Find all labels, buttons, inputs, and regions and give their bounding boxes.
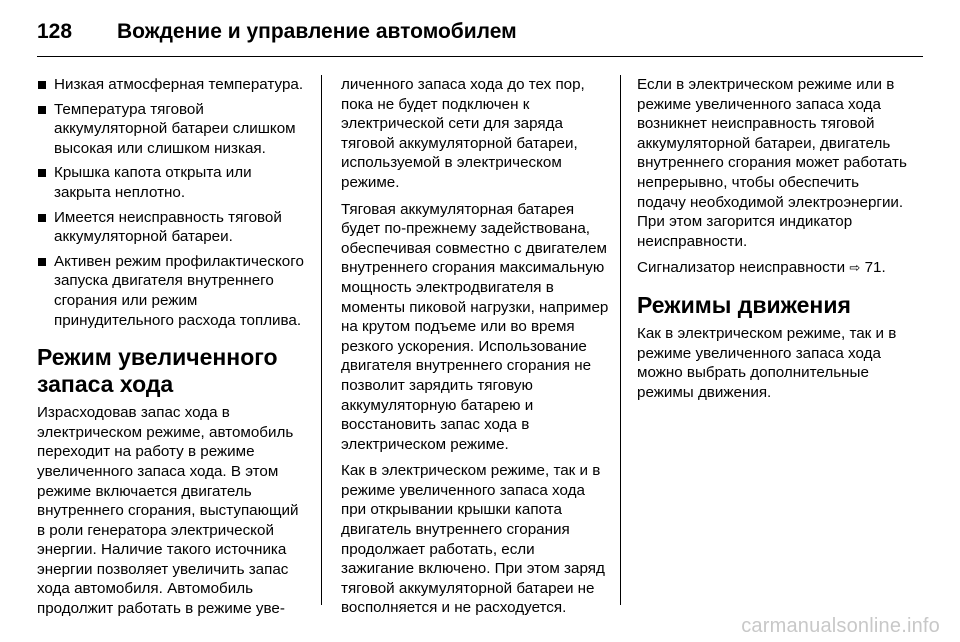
paragraph: Израсходовав запас хода в электрическом режиме, автомобиль переходит на работу в режиме увеличенного запаса хода. В этом режиме включается двигатель внутреннего сгорания, выступающий в роли генератора электрической энергии. Наличие такого источника энергии позволяет увеличить запас хода автомобиля. Автомобиль продолжит работать в режиме уве-	[37, 404, 299, 618]
cross-reference[interactable]	[637, 258, 907, 278]
paragraph: Если в электрическом режиме или в режиме увеличенного запаса хода возникнет неисправность тяговой аккумуляторной батареи, двигатель внутреннего сгорания может работать непрерывно, чтобы обеспечить подачу необходимой электроэнергии. При этом загорится индикатор неисправности.	[637, 76, 907, 250]
square-bullet-icon	[38, 258, 46, 266]
cross-reference-page: 71.	[864, 259, 886, 277]
square-bullet-icon	[38, 214, 46, 222]
page-number: 128	[37, 20, 73, 43]
list-item-text: Низкая атмосферная температура.	[54, 76, 304, 93]
column-divider	[620, 75, 621, 605]
list-item-text: Активен режим профилактического запуска двигателя внутреннего сгорания или режим принудительного расхода топлива.	[54, 252, 304, 329]
paragraph: Как в электрическом режиме, так и в режиме увеличенного запаса хода при открывании крышки капота двигатель внутреннего сгорания продолжает работать, если зажигание включено. При этом заряд тяговой аккумуляторной батареи не восполняется и не расходуется.	[341, 462, 605, 617]
page-title: Вождение и управление автомобилем	[117, 20, 517, 43]
list-item	[37, 75, 305, 95]
page-header	[37, 12, 517, 52]
paragraph: Тяговая аккумуляторная батарея будет по-прежнему задействована, обеспечивая совместно с двигателем внутреннего сгорания максимальную мощность электродвигателя в моменты пиковой нагрузки, например на крутом подъеме или во время резкого ускорения. Использование двигателя внутреннего сгорания не позволит зарядить тяговую аккумуляторную батарею и восстановить запас хода в электрическом режиме.	[341, 200, 609, 453]
watermark: carmanualsonline.info	[741, 615, 940, 637]
column-3	[637, 75, 907, 409]
section-heading-drive-modes: Режимы движения	[637, 291, 851, 318]
list-item	[37, 208, 305, 247]
list-item-text: Температура тяговой аккумуляторной батареи слишком высокая или слишком низкая.	[54, 100, 296, 157]
square-bullet-icon	[38, 106, 46, 114]
paragraph: личенного запаса хода до тех пор, пока не будет подключен к электрической сети для заряда тяговой аккумуляторной батареи, используемой в электрическом режиме.	[341, 76, 585, 191]
list-item-text: Крышка капота открыта или закрыта неплотно.	[54, 164, 252, 201]
page-reference-icon: ⇨	[849, 260, 861, 276]
section-heading-extended-range: Режим увеличенного запаса хода	[37, 344, 278, 398]
column-1	[37, 75, 305, 626]
square-bullet-icon	[38, 81, 46, 89]
list-item	[37, 100, 305, 159]
column-divider	[321, 75, 322, 605]
column-2	[341, 75, 609, 625]
condition-list	[37, 75, 305, 330]
header-divider	[37, 56, 923, 57]
list-item	[37, 163, 305, 202]
list-item	[37, 252, 305, 330]
paragraph: Как в электрическом режиме, так и в режиме увеличенного запаса хода можно выбрать дополнительные режимы движения.	[637, 324, 897, 401]
cross-reference-text: Сигнализатор неисправности	[637, 259, 846, 277]
square-bullet-icon	[38, 169, 46, 177]
list-item-text: Имеется неисправность тяговой аккумуляторной батареи.	[54, 208, 282, 246]
